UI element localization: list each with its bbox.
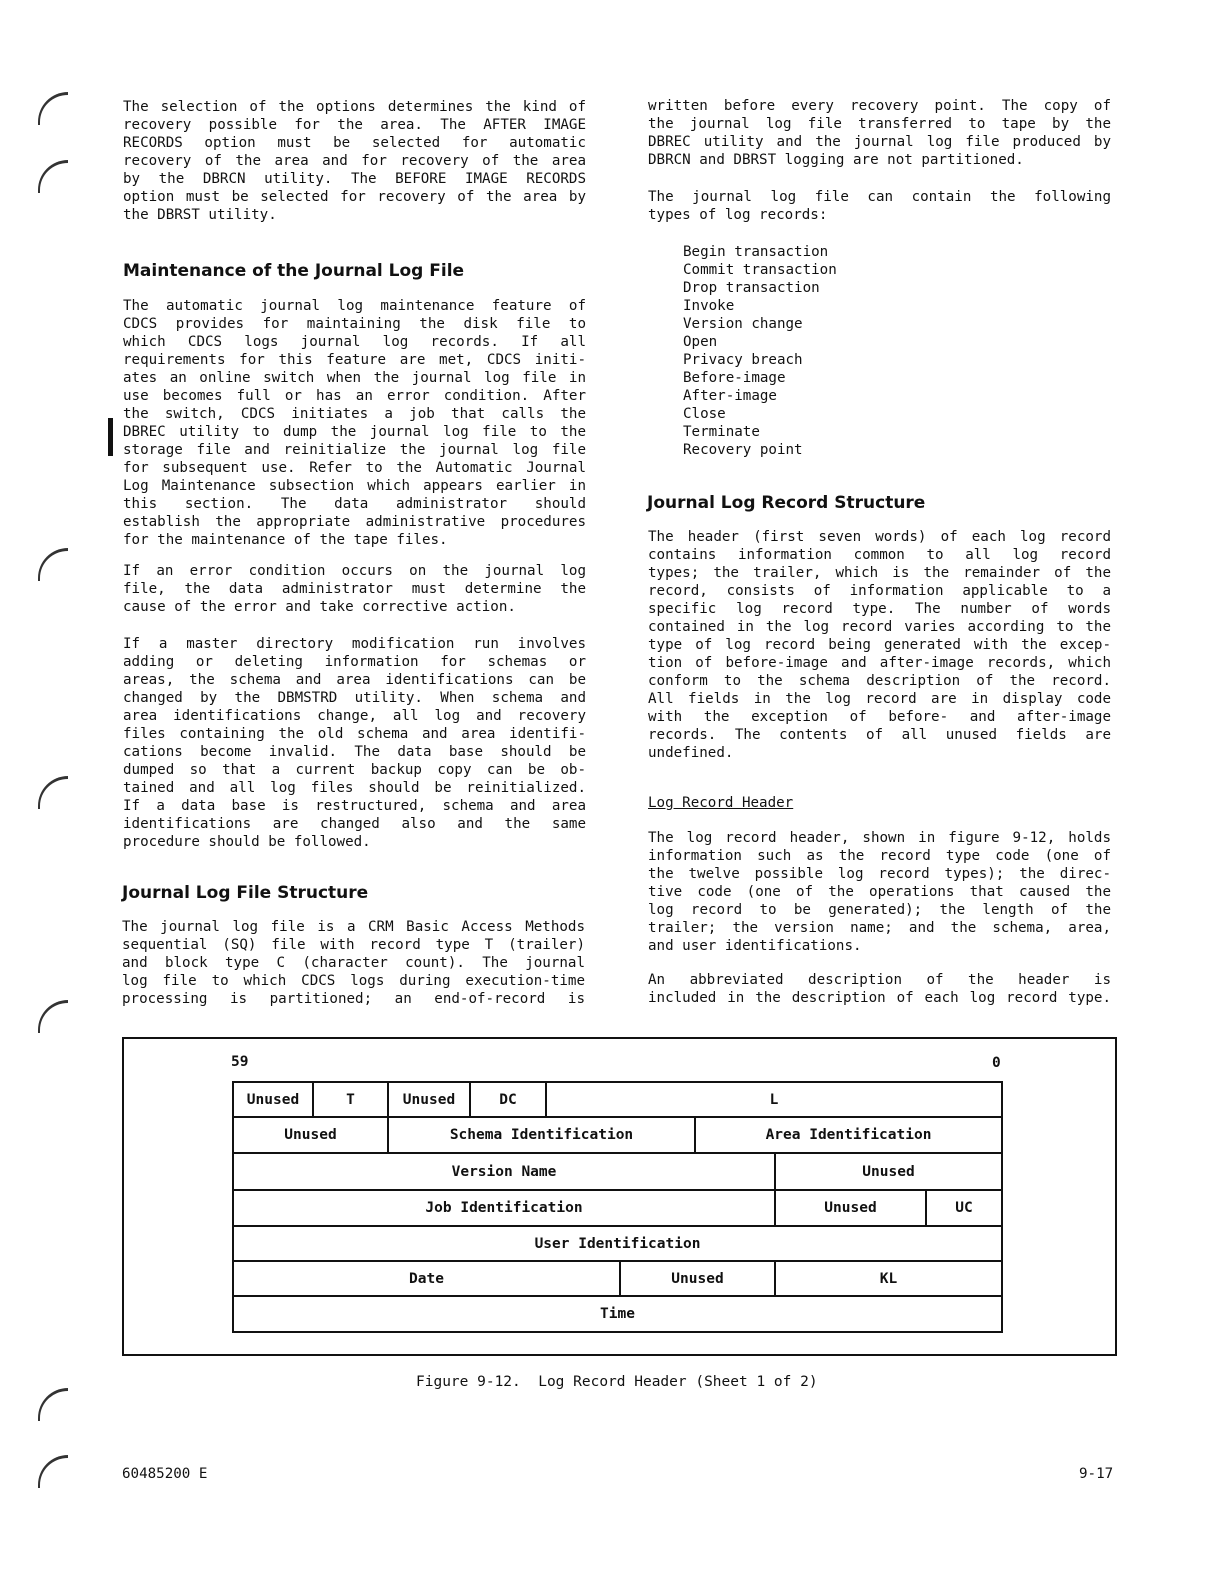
text-line: use becomes full or has an error condition. After [123, 388, 586, 404]
header-field: Version Name [232, 1152, 776, 1191]
text-line: the journal log file transferred to tape by the [648, 116, 1111, 132]
record-type-item: Privacy breach [683, 352, 803, 368]
record-type-item: After-image [683, 388, 777, 404]
text-line: CDCS provides for maintaining the disk file to [123, 316, 586, 332]
paragraph [123, 297, 586, 549]
paragraph [648, 971, 1111, 1007]
text-line: RECORDS option must be selected for automatic [123, 135, 586, 151]
paragraph [648, 528, 1111, 762]
text-line: areas, the schema and area identifications can be [123, 672, 586, 688]
text-line: the switch, CDCS initiates a job that calls the [123, 406, 586, 422]
text-line: changed by the DBMSTRD utility. When schema and [123, 690, 586, 706]
record-type-item: Close [683, 406, 726, 422]
text-line: storage file and reinitialize the journal log file [123, 442, 586, 458]
binder-hole-icon [38, 160, 68, 193]
text-line: tive code (one of the operations that caused the [648, 884, 1111, 900]
text-line: trailer; the version name; and the schema, area, [648, 920, 1111, 936]
record-type-item: Invoke [683, 298, 735, 314]
header-field: User Identification [232, 1225, 1003, 1262]
text-line: records. The contents of all unused fields are [648, 727, 1111, 743]
record-type-item: Drop transaction [683, 280, 820, 296]
binder-hole-icon [38, 776, 68, 809]
page-number: 9-17 [1079, 1466, 1114, 1482]
record-type-item: Commit transaction [683, 262, 837, 278]
text-line: cause of the error and take corrective action. [123, 599, 516, 615]
text-line: and block type C (character count). The journal [122, 955, 585, 971]
paragraph [648, 188, 1111, 224]
text-line: for the maintenance of the tape files. [123, 532, 448, 548]
text-line: with the exception of before- and after-image [648, 709, 1111, 725]
text-line: recovery of the area and for recovery of the area [123, 153, 586, 169]
text-line: this section. The data administrator should [123, 496, 586, 512]
binder-hole-icon [38, 1000, 68, 1033]
header-field: Time [232, 1295, 1003, 1333]
text-line: dumped so that a current backup copy can be ob- [123, 762, 586, 778]
text-line: If a master directory modification run involves [123, 636, 586, 652]
paragraph [123, 98, 586, 224]
header-field: Job Identification [232, 1189, 776, 1227]
header-field: Area Identification [694, 1116, 1003, 1154]
text-line: The header (first seven words) of each log record [648, 529, 1111, 545]
record-type-item: Recovery point [683, 442, 803, 458]
text-line: If an error condition occurs on the journal log [123, 563, 586, 579]
text-line: All fields in the log record are in display code [648, 691, 1111, 707]
text-line: An abbreviated description of the header is [648, 972, 1111, 988]
text-line: log file to which CDCS logs during execution-time [122, 973, 585, 989]
text-line: recovery possible for the area. The AFTER IMAGE [123, 117, 586, 133]
text-line: types; the trailer, which is the remainder of the [648, 565, 1111, 581]
text-line: The automatic journal log maintenance feature of [123, 298, 586, 314]
text-line: area identifications change, all log and recovery [123, 708, 586, 724]
document-number: 60485200 E [122, 1466, 208, 1482]
text-line: for subsequent use. Refer to the Automatic Journal [123, 460, 586, 476]
paragraph [648, 829, 1111, 955]
text-line: file, the data administrator must determine the [123, 581, 586, 597]
header-field: Unused [619, 1260, 776, 1297]
text-line: the twelve possible log record types); the direc- [648, 866, 1111, 882]
text-line: tained and all log files should be reinitialized. [123, 780, 586, 796]
change-bar [108, 418, 113, 456]
text-line: written before every recovery point. The copy of [648, 98, 1111, 114]
text-line: the DBRST utility. [123, 207, 277, 223]
text-line: establish the appropriate administrative procedures [123, 514, 586, 530]
bit-label-low: 0 [992, 1055, 1001, 1071]
text-line: Log Maintenance subsection which appears earlier in [123, 478, 586, 494]
text-line: by the DBRCN utility. The BEFORE IMAGE RECORDS [123, 171, 586, 187]
text-line: The log record header, shown in figure 9-12, holds [648, 830, 1111, 846]
text-line: sequential (SQ) file with record type T (trailer) [122, 937, 585, 953]
text-line: identifications are changed also and the same [123, 816, 586, 832]
section-heading: Maintenance of the Journal Log File [123, 261, 465, 281]
text-line: DBREC utility to dump the journal log file to the [123, 424, 586, 440]
header-field: Unused [232, 1081, 314, 1118]
text-line: tion of before-image and after-image records, which [648, 655, 1111, 671]
header-field: L [545, 1081, 1003, 1118]
paragraph [648, 97, 1111, 169]
record-type-item: Open [683, 334, 718, 350]
text-line: DBREC utility and the journal log file produced by [648, 134, 1111, 150]
binder-hole-icon [38, 548, 68, 581]
header-field: DC [469, 1081, 547, 1118]
text-line: record, consists of information applicable to a [648, 583, 1111, 599]
text-line: requirements for this feature are met, CDCS initi- [123, 352, 586, 368]
paragraph [123, 635, 586, 851]
record-type-item: Before-image [683, 370, 786, 386]
header-field: KL [774, 1260, 1003, 1297]
header-field: Schema Identification [387, 1116, 696, 1154]
record-type-list [683, 243, 1146, 459]
text-line: log record to be generated); the length of the [648, 902, 1111, 918]
header-field: T [312, 1081, 389, 1118]
text-line: option must be selected for recovery of the area by [123, 189, 586, 205]
text-line: If a data base is restructured, schema and area [123, 798, 586, 814]
text-line: contains information common to all log record [648, 547, 1111, 563]
header-field: Unused [387, 1081, 471, 1118]
text-line: ates an online switch when the journal log file in [123, 370, 586, 386]
binder-hole-icon [38, 1388, 68, 1421]
text-line: included in the description of each log record type. [648, 990, 1111, 1006]
section-heading: Journal Log Record Structure [647, 493, 926, 513]
figure-box [122, 1037, 1117, 1356]
bit-label-high: 59 [231, 1054, 249, 1070]
text-line: DBRCN and DBRST logging are not partitioned. [648, 152, 1024, 168]
figure-caption: Figure 9-12. Log Record Header (Sheet 1 of 2) [416, 1374, 818, 1390]
text-line: undefined. [648, 745, 734, 761]
record-type-item: Begin transaction [683, 244, 829, 260]
text-line: cations become invalid. The data base should be [123, 744, 586, 760]
text-line: The journal log file can contain the following [648, 189, 1111, 205]
paragraph [123, 562, 586, 616]
text-line: procedure should be followed. [123, 834, 371, 850]
text-line: specific log record type. The number of words [648, 601, 1111, 617]
text-line: type of log record being generated with the excep- [648, 637, 1111, 653]
header-field: Unused [232, 1116, 389, 1154]
binder-hole-icon [38, 92, 68, 125]
text-line: processing is partitioned; an end-of-record is [122, 991, 585, 1007]
binder-hole-icon [38, 1455, 68, 1488]
text-line: contained in the log record varies according to the [648, 619, 1111, 635]
subheading: Log Record Header [648, 795, 794, 811]
text-line: The journal log file is a CRM Basic Access Methods [122, 919, 585, 935]
header-field: UC [925, 1189, 1003, 1227]
text-line: which CDCS logs journal log records. If all [123, 334, 586, 350]
text-line: conform to the schema description of the record. [648, 673, 1111, 689]
record-type-item: Terminate [683, 424, 760, 440]
text-line: The selection of the options determines the kind of [123, 99, 586, 115]
header-field: Unused [774, 1189, 927, 1227]
record-type-item: Version change [683, 316, 803, 332]
header-field: Date [232, 1260, 621, 1297]
text-line: files containing the old schema and area identifi- [123, 726, 586, 742]
text-line: adding or deleting information for schemas or [123, 654, 586, 670]
header-field: Unused [774, 1152, 1003, 1191]
text-line: types of log records: [648, 207, 828, 223]
text-line: and user identifications. [648, 938, 862, 954]
text-line: information such as the record type code (one of [648, 848, 1111, 864]
section-heading: Journal Log File Structure [122, 883, 369, 903]
paragraph [122, 918, 585, 1008]
